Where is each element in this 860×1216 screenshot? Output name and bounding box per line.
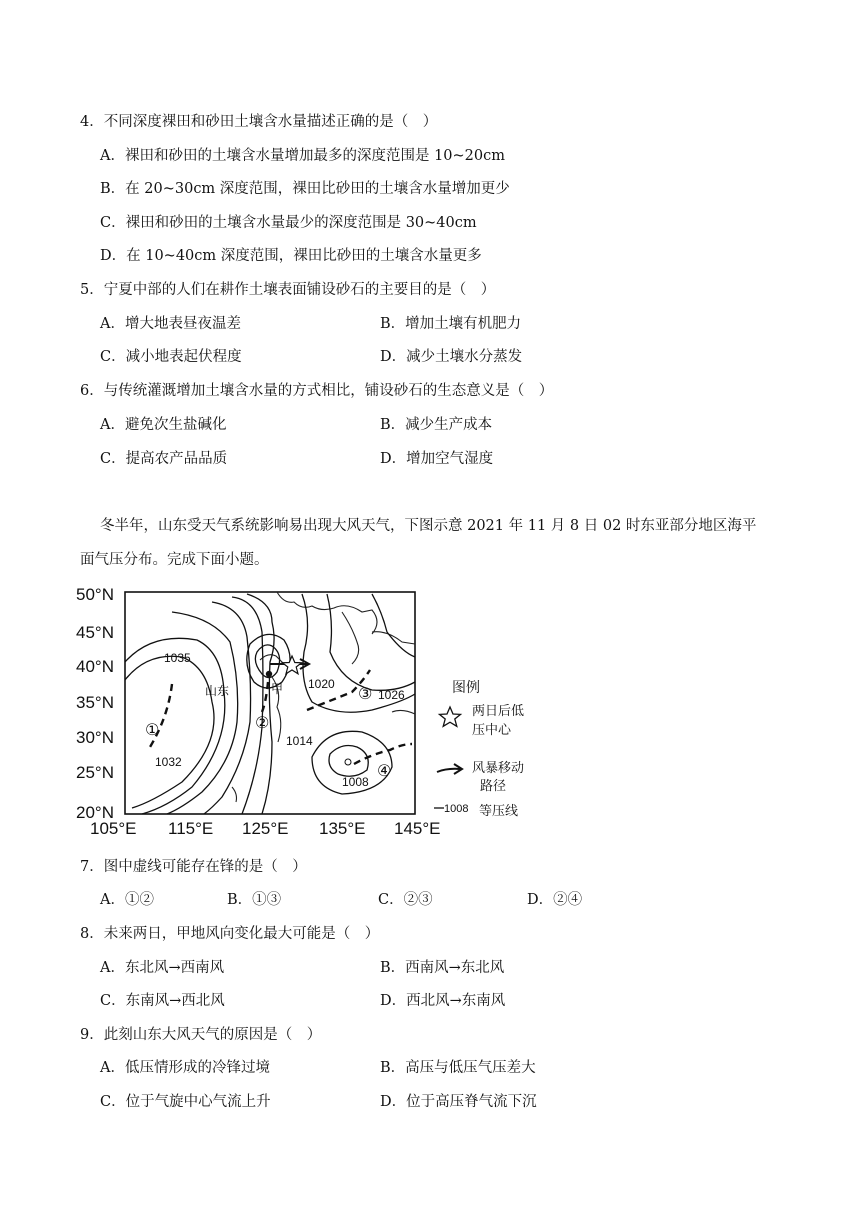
lat-label-45n: 45°N — [76, 623, 114, 642]
lat-label-40n: 40°N — [76, 657, 114, 676]
place-jia: 甲 — [271, 682, 284, 696]
question-7-option-b: B．①③ — [227, 892, 282, 908]
question-4-stem: 4．不同深度裸田和砂田土壤含水量描述正确的是（ ） — [80, 114, 438, 130]
place-shandong: 山东 — [205, 684, 230, 698]
question-6-option-a: A．避免次生盐碱化 — [100, 417, 227, 433]
isobar-label-1026: 1026 — [378, 688, 405, 702]
question-7-option-c: C．②③ — [378, 892, 433, 908]
legend-path-line-2: 路径 — [480, 778, 507, 793]
question-5-option-d: D．减少土壤水分蒸发 — [380, 349, 523, 365]
legend-path-line-1: 风暴移动 — [472, 760, 525, 775]
lon-label-105e: 105°E — [90, 819, 137, 838]
passage-line-1: 冬半年，山东受天气系统影响易出现大风天气，下图示意 2021 年 11 月 8 日 02 时东亚部分地区海平 — [100, 518, 757, 534]
point-jia-dot — [266, 671, 272, 677]
question-6-option-d: D．增加空气湿度 — [380, 451, 494, 467]
lat-label-35n: 35°N — [76, 693, 114, 712]
isobar-label-1014: 1014 — [286, 734, 313, 748]
question-9-stem: 9．此刻山东大风天气的原因是（ ） — [80, 1027, 322, 1043]
marker-1: ① — [145, 722, 160, 739]
legend-star-icon — [440, 707, 461, 726]
question-9-option-a: A．低压情形成的冷锋过境 — [100, 1060, 270, 1076]
question-7-option-d: D．②④ — [527, 892, 583, 908]
legend-star-line-2: 压中心 — [472, 722, 512, 737]
question-7-stem: 7．图中虚线可能存在锋的是（ ） — [80, 859, 307, 875]
legend-title: 图例 — [452, 679, 480, 695]
question-5-stem: 5．宁夏中部的人们在耕作土壤表面铺设砂石的主要目的是（ ） — [80, 282, 496, 298]
question-4-option-b: B．在 20~30cm 深度范围，裸田比砂田的土壤含水量增加更少 — [100, 181, 510, 197]
question-5-option-b: B．增加土壤有机肥力 — [380, 316, 522, 332]
map-legend — [434, 679, 524, 818]
pressure-map — [72, 582, 542, 838]
question-4-option-d: D．在 10~40cm 深度范围，裸田比砂田的土壤含水量更多 — [100, 248, 482, 264]
lat-label-20n: 20°N — [76, 803, 114, 822]
marker-2: ② — [255, 715, 270, 732]
passage-line-2: 面气压分布。完成下面小题。 — [80, 552, 269, 568]
isobar-label-1020: 1020 — [308, 677, 335, 691]
isobar-label-1008: 1008 — [342, 775, 369, 789]
question-6-option-b: B．减少生产成本 — [380, 417, 493, 433]
legend-isobar-text: 等压线 — [479, 803, 519, 818]
question-5-option-c: C．减小地表起伏程度 — [100, 349, 242, 365]
marker-4: ④ — [377, 763, 392, 780]
legend-arrow-icon — [437, 764, 462, 774]
lon-label-125e: 125°E — [242, 819, 289, 838]
question-8-option-c: C．东南风→西北风 — [100, 993, 225, 1009]
question-8-option-b: B．西南风→东北风 — [380, 960, 505, 976]
lon-label-135e: 135°E — [319, 819, 366, 838]
marker-3: ③ — [358, 686, 373, 703]
question-8-option-a: A．东北风→西南风 — [100, 960, 225, 976]
lon-label-115e: 115°E — [168, 819, 214, 838]
question-5-option-a: A．增大地表昼夜温差 — [100, 316, 241, 332]
question-4-option-c: C．裸田和砂田的土壤含水量最少的深度范围是 30~40cm — [100, 215, 477, 231]
question-9-option-b: B．高压与低压气压差大 — [380, 1060, 536, 1076]
lat-label-30n: 30°N — [76, 728, 114, 747]
question-8-stem: 8．未来两日，甲地风向变化最大可能是（ ） — [80, 926, 380, 942]
isobar-label-1035: 1035 — [164, 651, 191, 665]
lon-label-145e: 145°E — [394, 819, 441, 838]
question-4-option-a: A．裸田和砂田的土壤含水量增加最多的深度范围是 10~20cm — [100, 148, 505, 164]
lat-label-50n: 50°N — [76, 585, 114, 604]
question-9-option-d: D．位于高压脊气流下沉 — [380, 1094, 537, 1110]
isobar-label-1032: 1032 — [155, 755, 182, 769]
question-6-option-c: C．提高农产品品质 — [100, 451, 228, 467]
question-9-option-c: C．位于气旋中心气流上升 — [100, 1094, 271, 1110]
question-8-option-d: D．西北风→东南风 — [380, 993, 506, 1009]
legend-isobar-sample-value: 1008 — [444, 803, 469, 815]
question-6-stem: 6．与传统灌溉增加土壤含水量的方式相比，铺设砂石的生态意义是（ ） — [80, 383, 554, 399]
legend-star-line-1: 两日后低 — [472, 703, 525, 718]
lat-label-25n: 25°N — [76, 763, 114, 782]
question-7-option-a: A．①② — [100, 892, 154, 908]
